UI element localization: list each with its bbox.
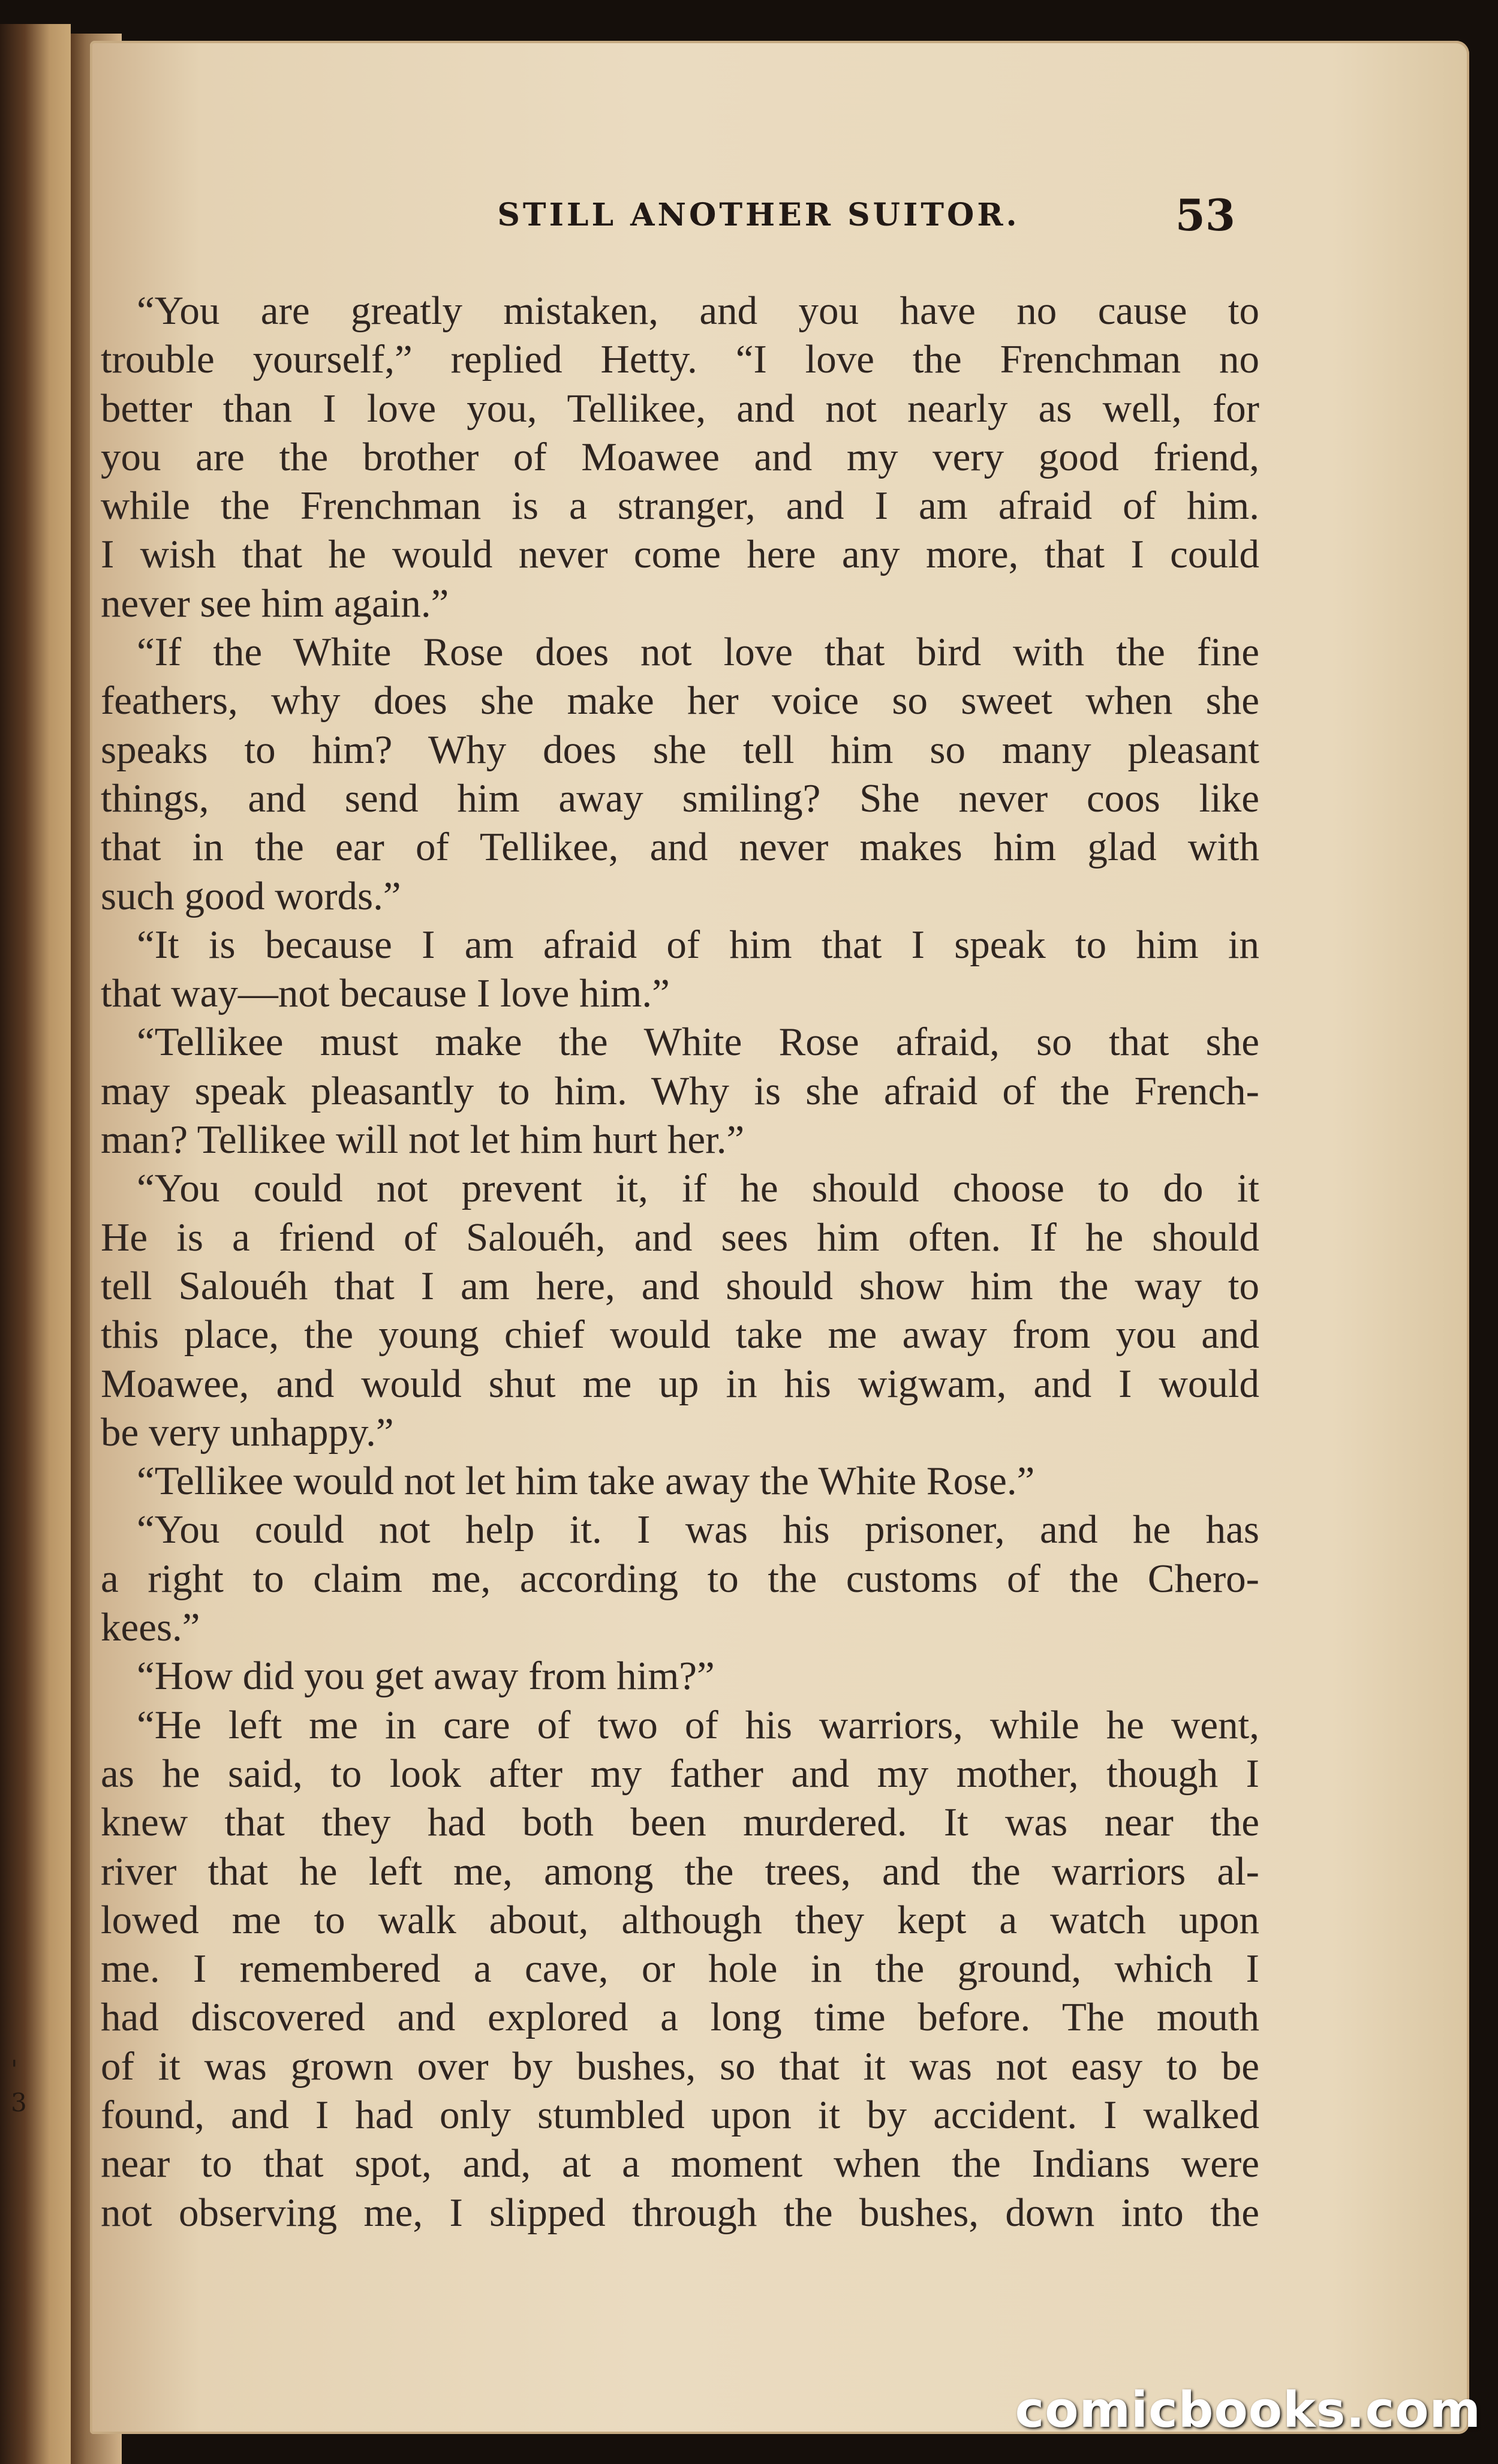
text-line: me. I remembered a cave, or hole in the ground, which I — [101, 1946, 1259, 1991]
text-line: feathers, why does she make her voice so sweet when she — [101, 678, 1259, 723]
text-line: never see him again.” — [101, 581, 449, 626]
text-line: man? Tellikee will not let him hurt her.” — [101, 1117, 745, 1162]
left-page-edge — [0, 24, 71, 2464]
text-line: of it was grown over by bushes, so that it was not easy to be — [101, 2044, 1259, 2089]
left-page-mark: 3 — [11, 2088, 27, 2117]
text-line: as he said, to look after my father and my mother, though I — [101, 1751, 1259, 1796]
text-line: river that he left me, among the trees, and the warriors al- — [101, 1849, 1259, 1894]
text-line: not observing me, I slipped through the bushes, down into the — [101, 2190, 1259, 2235]
text-line: speaks to him? Why does she tell him so many pleasant — [101, 727, 1259, 772]
left-page-mark: ' — [11, 2055, 18, 2084]
text-line: you are the brother of Moawee and my very good friend, — [101, 434, 1259, 479]
text-line: that way—not because I love him.” — [101, 971, 670, 1016]
text-line: that in the ear of Tellikee, and never makes him glad with — [101, 825, 1259, 870]
page-text — [101, 287, 1259, 2237]
text-line: found, and I had only stumbled upon it by accident. I walked — [101, 2092, 1259, 2137]
text-line: near to that spot, and, at a moment when the Indians were — [101, 2141, 1259, 2186]
text-line: “You could not prevent it, if he should choose to do it — [137, 1166, 1259, 1211]
text-line: things, and send him away smiling? She never coos like — [101, 776, 1259, 821]
text-line: Moawee, and would shut me up in his wigwam, and I would — [101, 1361, 1259, 1406]
text-line: I wish that he would never come here any more, that I could — [101, 532, 1259, 577]
text-line: “It is because I am afraid of him that I speak to him in — [137, 922, 1259, 967]
running-head — [360, 192, 1235, 258]
text-line: “Tellikee would not let him take away the White Rose.” — [137, 1459, 1035, 1504]
running-title: STILL ANOTHER SUITOR. — [497, 197, 1020, 233]
text-line: trouble yourself,” replied Hetty. “I love the Frenchman no — [101, 337, 1259, 382]
text-line: be very unhappy.” — [101, 1410, 394, 1455]
text-line: “If the White Rose does not love that bird with the fine — [137, 630, 1259, 675]
text-line: while the Frenchman is a stranger, and I am afraid of him. — [101, 483, 1259, 528]
text-line: lowed me to walk about, although they kept a watch upon — [101, 1897, 1259, 1942]
text-line: may speak pleasantly to him. Why is she afraid of the French- — [101, 1068, 1259, 1113]
text-line: “How did you get away from him?” — [137, 1654, 715, 1699]
text-line: “Tellikee must make the White Rose afraid, so that she — [137, 1020, 1259, 1065]
watermark: comicbooks.com — [1015, 2382, 1481, 2439]
text-line: “You could not help it. I was his prisoner, and he has — [137, 1507, 1259, 1552]
text-line: “He left me in care of two of his warriors, while he went, — [137, 1702, 1259, 1747]
page-number: 53 — [1175, 190, 1235, 241]
text-line: knew that they had both been murdered. It was near the — [101, 1800, 1259, 1845]
text-line: this place, the young chief would take me away from you and — [101, 1312, 1259, 1357]
text-line: “You are greatly mistaken, and you have no cause to — [137, 289, 1259, 333]
text-line: He is a friend of Salouéh, and sees him often. If he should — [101, 1215, 1259, 1260]
text-line: better than I love you, Tellikee, and not nearly as well, for — [101, 386, 1259, 431]
text-line: such good words.” — [101, 873, 401, 918]
text-line: tell Salouéh that I am here, and should show him the way to — [101, 1263, 1259, 1308]
text-line: kees.” — [101, 1605, 200, 1650]
text-line: a right to claim me, according to the customs of the Chero- — [101, 1556, 1259, 1601]
text-line: had discovered and explored a long time before. The mouth — [101, 1995, 1259, 2040]
